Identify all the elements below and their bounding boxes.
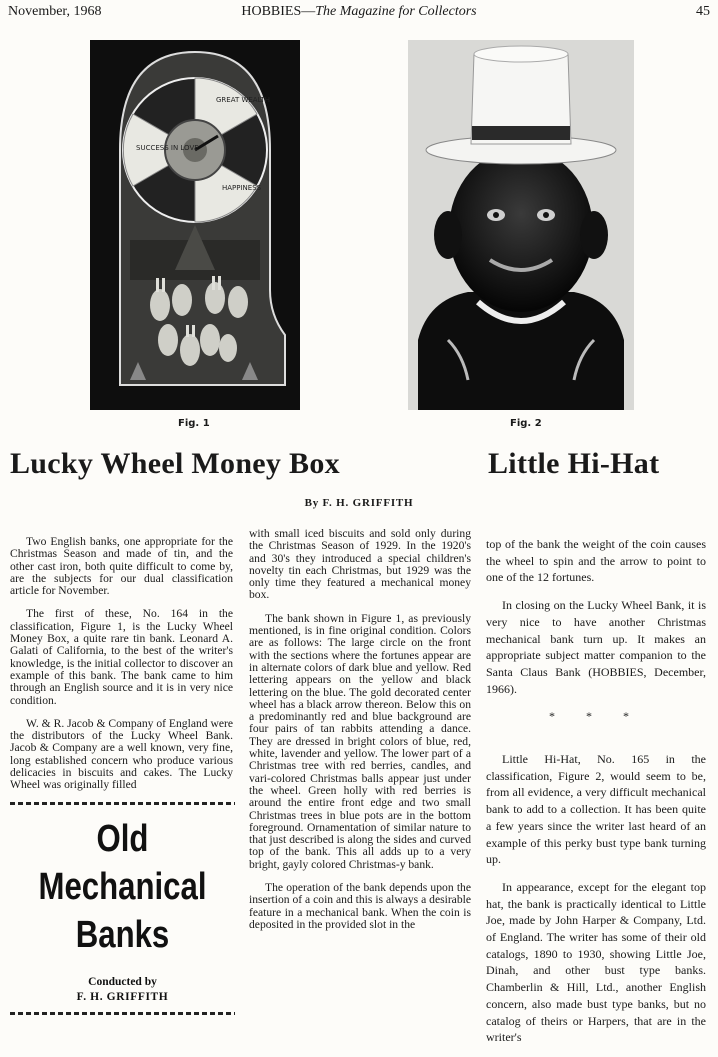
page-number: 45 xyxy=(696,4,710,19)
figure-2-photo xyxy=(408,40,634,410)
article-title-lucky-wheel: Lucky Wheel Money Box xyxy=(10,447,340,480)
paragraph: Little Hi-Hat, No. 165 in the classification, Figure 2, would seem to be, from all evidence, a very difficult mechanical bank to add to a collection. It has been quite a few years since the writer last heard of an example of this perky bust type bank turning up. xyxy=(486,752,706,867)
paragraph: W. & R. Jacob & Company of England were the distributors of the Lucky Wheel Bank. Jacob & Company are a well known, very fine, long established concern who produce various delicacies in biscuits and cakes. The Lucky Wheel was originally filled xyxy=(10,716,233,792)
figure-2-caption: Fig. 2 xyxy=(510,418,542,429)
wheel-label-happiness: HAPPINESS xyxy=(222,184,262,192)
page-header xyxy=(8,4,710,24)
column-box-title-line-2: Mechanical xyxy=(38,866,207,908)
paragraph: top of the bank the weight of the coin causes the wheel to spin and the arrow to point to one of the 12 fortunes. xyxy=(486,537,706,585)
figure-1-caption: Fig. 1 xyxy=(178,418,210,429)
article-column-2 xyxy=(249,528,471,942)
column-box-conducted-by: Conducted by xyxy=(88,976,157,988)
publication-title: HOBBIES—The Magazine for Collectors xyxy=(241,4,477,19)
issue-date: November, 1968 xyxy=(8,4,102,19)
byline: By F. H. GRIFFITH xyxy=(304,497,414,509)
column-box-author: F. H. GRIFFITH xyxy=(76,991,169,1003)
figure-1-photo xyxy=(90,40,300,410)
article-column-3 xyxy=(486,536,706,1057)
paragraph: The first of these, No. 164 in the classification, Figure 1, is the Lucky Wheel Money Box, a quite rare tin bank. Leonard A. Galati of California, to the best of the writer's knowledge, is the initial collector to discover an example of this bank. The bank came to him through an English source and it is in very nice condition. xyxy=(10,607,233,707)
box-rule-top xyxy=(10,802,235,805)
paragraph: The operation of the bank depends upon the insertion of a coin and this is always a desirable feature in a mechanical bank. When the coin is deposited in the provided slot in the xyxy=(249,881,471,931)
section-separator: * * * xyxy=(549,709,643,724)
box-rule-bottom xyxy=(10,1012,235,1015)
wheel-label-success: SUCCESS IN LOVE xyxy=(136,144,199,152)
article-title-little-hi-hat: Little Hi-Hat xyxy=(488,447,660,480)
paragraph: In appearance, except for the elegant top hat, the bank is practically identical to Little Joe, made by John Harper & Company, Ltd. of England. The writer has some of their old catalogs, 1890 to 1930, showing Little Joe, Dinah, and other bust type banks. Chamberlin & Hill, Ltd., another English concern, also made bust type banks, but no catalog of theirs or Harpers, that are in the writer's xyxy=(486,879,706,1045)
wheel-label-great-wealth: GREAT WEALTH xyxy=(216,96,271,104)
paragraph: In closing on the Lucky Wheel Bank, it is very nice to have another Christmas mechanical bank turn up. It makes an appropriate subject matter companion to the Santa Claus Bank (HOBBIES, December, 1966). xyxy=(486,598,706,696)
paragraph: with small iced biscuits and sold only during the Christmas Season of 1929. In the 1920's and 30's they introduced a special children's novelty tin each Christmas, but 1929 was the only time they featured a mechanical money box. xyxy=(249,527,471,602)
column-box-title-line-3: Banks xyxy=(75,914,170,956)
column-box-title-line-1: Old xyxy=(96,818,149,860)
article-column-1 xyxy=(10,536,233,803)
paragraph: The bank shown in Figure 1, as previously mentioned, is in fine original condition. Colors are as follows: The large circle on the front with the sections where the fortunes appear are in alternate colors of dark blue and yellow. Red lettering appears on the yellow and black lettering on the blue. The gold decorated center wheel has a black arrow thereon. Below this on a predominantly red and blue background are four pairs of tan rabbits attending a dance. They are dressed in bright colors of blue, red, white, lavender and yellow. The lower part of a Christmas tree with red berries, candles, and vari-colored Christmas balls appear just under the wheel. Green holly with red berries is around the entire front edge and two small Christmas trees in blue pots are in the bottom foreground. Ornamentation of similar nature to that just described is along the sides and curved top of the bank. This all adds up to a very bright, gayly colored Christmas-y bank. xyxy=(249,611,471,871)
paragraph: Two English banks, one appropriate for the Christmas Season and made of tin, and the other cast iron, both quite difficult to come by, are the subjects for our dual classification article for November. xyxy=(10,535,233,598)
